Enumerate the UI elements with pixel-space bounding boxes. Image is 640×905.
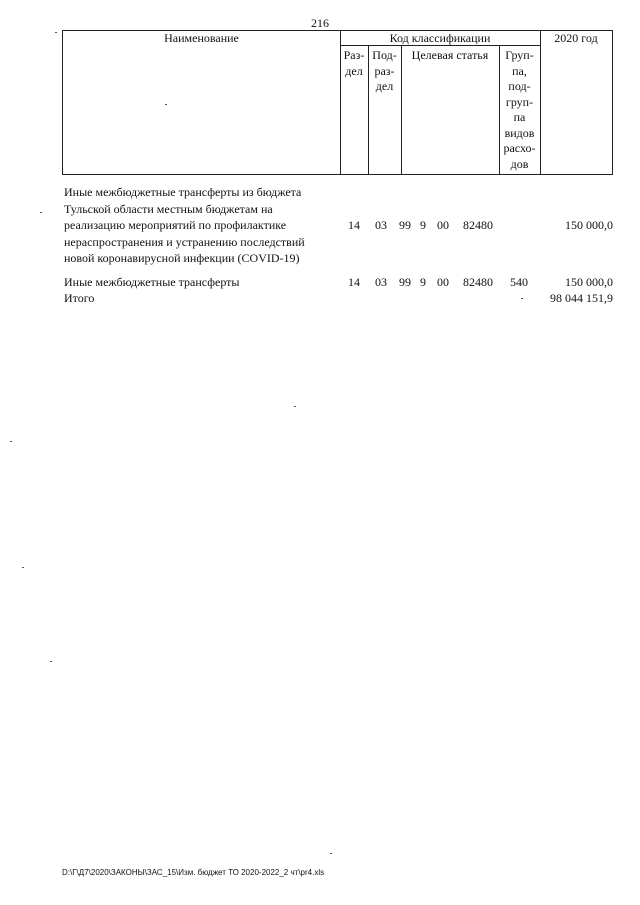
header-group-line: видов <box>504 125 535 140</box>
row-target-2: 9 <box>420 218 426 232</box>
scan-speck <box>294 406 296 407</box>
header-group-line: под- <box>508 79 531 93</box>
row-target-1: 99 <box>399 275 411 289</box>
header-group-line: па, <box>512 63 527 78</box>
footer-file-path: D:\Г\Д7\2020\ЗАКОНЫ\ЗАС_15\Изм. бюджет ТО 2020-2022_2 чт\pr4.xls <box>62 868 325 877</box>
scan-speck <box>22 567 24 568</box>
row-group: 540 <box>510 275 528 289</box>
table-header <box>62 30 613 175</box>
header-subsection-line: раз- <box>374 63 395 78</box>
row-section: 14 <box>348 218 360 232</box>
scan-speck <box>521 298 523 299</box>
divider-subsection <box>401 46 402 174</box>
total-label: Итого <box>64 291 95 305</box>
row-name-line: Иные межбюджетные трансферты <box>64 275 240 289</box>
scan-speck <box>40 212 42 213</box>
scan-speck <box>55 32 57 33</box>
header-code-group: Код классификации <box>389 31 491 45</box>
scan-speck <box>165 104 167 105</box>
row-target-2: 9 <box>420 275 426 289</box>
row-target-4: 82480 <box>463 275 493 289</box>
row-target-3: 00 <box>437 275 449 289</box>
header-subsection <box>368 48 401 95</box>
total-amount: 98 044 151,9 <box>550 291 613 305</box>
row-target-3: 00 <box>437 218 449 232</box>
row-name <box>64 274 329 291</box>
row-name-line: реализацию мероприятий по профилактике <box>64 218 287 232</box>
header-section-line: дел <box>345 63 363 78</box>
page-number: 216 <box>311 16 329 30</box>
header-year: 2020 год <box>554 31 598 45</box>
scan-speck <box>330 853 332 854</box>
header-subsection-line: Под- <box>372 48 397 62</box>
header-section-line: Раз- <box>343 48 365 62</box>
row-subsection: 03 <box>375 275 387 289</box>
row-section: 14 <box>348 275 360 289</box>
divider-year <box>540 31 541 174</box>
scan-speck <box>50 661 52 662</box>
row-amount: 150 000,0 <box>565 218 613 232</box>
header-subsection-line: дел <box>375 79 394 93</box>
row-name-line: Иные межбюджетные трансферты из бюджета <box>64 185 302 199</box>
header-group-line: расхо- <box>503 141 536 155</box>
header-group-line: па <box>513 110 526 124</box>
row-name-line: нераспространения и устранению последствий <box>64 234 305 249</box>
header-group-line: дов <box>510 156 529 171</box>
row-amount: 150 000,0 <box>565 275 613 289</box>
row-name <box>64 184 329 267</box>
scan-speck <box>10 441 12 442</box>
header-expense-group <box>499 48 540 172</box>
row-name-line: новой коронавирусной инфекции (COVID-19) <box>64 251 300 265</box>
header-group-line: Груп- <box>505 48 534 62</box>
row-target-4: 82480 <box>463 218 493 232</box>
header-target: Целевая статья <box>411 48 489 62</box>
row-name-line: Тульской области местным бюджетам на <box>64 201 273 216</box>
row-subsection: 03 <box>375 218 387 232</box>
header-group-line: груп- <box>505 94 534 109</box>
header-section <box>340 48 368 79</box>
row-target-1: 99 <box>399 218 411 232</box>
header-name: Наименование <box>164 31 239 45</box>
